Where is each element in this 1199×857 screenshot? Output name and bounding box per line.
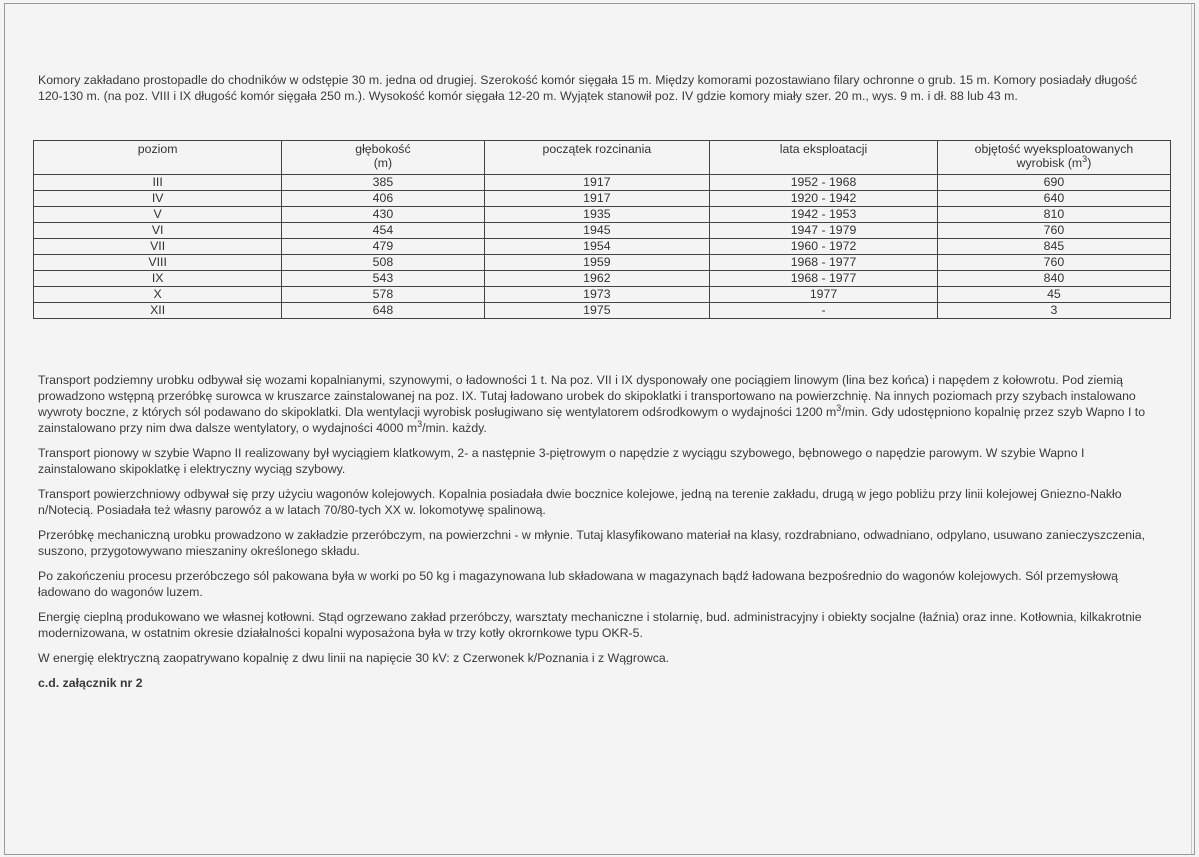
cell-volume: 640 — [937, 191, 1170, 207]
p1-sup-1: 3 — [836, 402, 842, 413]
cell-years: 1977 — [710, 287, 938, 303]
cell-years: 1968 - 1977 — [710, 271, 938, 287]
table-row — [34, 175, 1171, 191]
cell-volume: 690 — [937, 175, 1170, 191]
cell-depth: 648 — [282, 303, 484, 319]
cell-depth: 385 — [282, 175, 484, 191]
cell-level: X — [34, 287, 282, 303]
table-row — [34, 287, 1171, 303]
cell-start: 1962 — [484, 271, 710, 287]
cell-years: 1942 - 1953 — [710, 207, 938, 223]
header-level: poziom — [34, 141, 282, 175]
cell-level: IV — [34, 191, 282, 207]
header-depth-line2: (m) — [373, 156, 393, 170]
cell-depth: 578 — [282, 287, 484, 303]
cell-start: 1945 — [484, 223, 710, 239]
cell-start: 1935 — [484, 207, 710, 223]
table-row — [34, 239, 1171, 255]
cell-depth: 430 — [282, 207, 484, 223]
cell-start: 1973 — [484, 287, 710, 303]
header-volume-line2: wyrobisk (m — [1016, 156, 1083, 170]
cell-volume: 840 — [937, 271, 1170, 287]
p1-sup-2: 3 — [417, 418, 423, 429]
header-depth-line1: głębokość — [355, 142, 411, 156]
mining-levels-table — [33, 140, 1171, 319]
cell-years: 1968 - 1977 — [710, 255, 938, 271]
cell-start: 1975 — [484, 303, 710, 319]
paragraph-heat-energy: Energię cieplną produkowano we własnej kotłowni. Stąd ogrzewano zakład przeróbczy, warsztaty mechaniczne i stolarnię, bud. administracyjny i obiekty socjalne (łaźnia) oraz inne. Kotłownia, kilkakrotnie modernizowana, w ostatnim okresie działalności kopalni wyposażona była w trzy kotły okrornkowe typu OKR-5. — [38, 610, 1142, 640]
intro-paragraph: Komory zakładano prostopadle do chodników w odstępie 30 m. jedna od drugiej. Szerokość komór sięgała 15 m. Między komorami pozostawiano filary ochronne o grub. 15 m. Komory posiadały długość 120-130 m. (na poz. VIII i IX długość komór sięgała 250 m.). Wysokość komór sięgała 12-20 m. Wyjątek stanowił poz. IV gdzie komory miały szer. 20 m., wys. 9 m. i dł. 88 lub 43 m. — [38, 73, 1138, 103]
cell-level: VII — [34, 239, 282, 255]
cell-depth: 508 — [282, 255, 484, 271]
p1-part-b: /min. Gdy udostępniono kopalnię przez szyb Wapno I to zainstalowano przy nim dwa dalsze wentylatory, o wydajności 4000 m — [38, 405, 1146, 435]
cell-depth: 479 — [282, 239, 484, 255]
cell-level: VI — [34, 223, 282, 239]
table-row — [34, 223, 1171, 239]
p1-part-a: Transport podziemny urobku odbywał się wozami kopalnianymi, szynowymi, o ładowności 1 t. Na poz. VII i IX dysponowały one pociągiem linowym (lina bez końca) i napędem z kołowrotu. Pod ziemią prowadzono wstępną przeróbkę surowca w kruszarce zainstalowanej na poz. IX. Tutaj ładowano urobek do skipoklatki i transportowano na powierzchnię. Na innych poziomach przy szybach instalowano wywroty boczne, z których sól podawano do skipoklatki. Dla wentylacji wyrobisk posługiwano się wentylatorem odśrodkowym o wydajności 1200 m — [38, 373, 1136, 419]
table-row — [34, 303, 1171, 319]
body-text — [38, 372, 1148, 691]
cell-start: 1917 — [484, 191, 710, 207]
cell-level: III — [34, 175, 282, 191]
table-header-row — [34, 141, 1171, 175]
cell-volume: 845 — [937, 239, 1170, 255]
cell-volume: 760 — [937, 255, 1170, 271]
table-row — [34, 271, 1171, 287]
header-depth — [282, 141, 484, 175]
cell-years: 1920 - 1942 — [710, 191, 938, 207]
header-volume — [937, 141, 1170, 175]
cell-level: XII — [34, 303, 282, 319]
cell-level: VIII — [34, 255, 282, 271]
p1-part-c: /min. każdy. — [422, 421, 487, 435]
cell-volume: 810 — [937, 207, 1170, 223]
paragraph-electric-energy: W energię elektryczną zaopatrywano kopalnię z dwu linii na napięcie 30 kV: z Czerwonek k/Poznania i z Wągrowca. — [38, 651, 670, 665]
continuation-note: c.d. załącznik nr 2 — [38, 676, 143, 690]
cell-volume: 760 — [937, 223, 1170, 239]
cell-start: 1917 — [484, 175, 710, 191]
cell-years: 1947 - 1979 — [710, 223, 938, 239]
cell-years: 1960 - 1972 — [710, 239, 938, 255]
table-row — [34, 191, 1171, 207]
cell-start: 1954 — [484, 239, 710, 255]
paragraph-processing: Przeróbkę mechaniczną urobku prowadzono w zakładzie przeróbczym, na powierzchni - w młynie. Tutaj klasyfikowano materiał na klasy, rozdrabniano, odwadniano, odpylano, usuwano zanieczyszczenia, suszono, przygotowywano mieszaniny określonego składu. — [38, 528, 1146, 558]
table-row — [34, 207, 1171, 223]
cell-volume: 3 — [937, 303, 1170, 319]
cell-volume: 45 — [937, 287, 1170, 303]
cell-start: 1959 — [484, 255, 710, 271]
header-start: początek rozcinania — [484, 141, 710, 175]
cell-years: 1952 - 1968 — [710, 175, 938, 191]
paragraph-underground-transport — [38, 372, 1148, 436]
header-volume-close: ) — [1087, 156, 1092, 170]
cell-depth: 406 — [282, 191, 484, 207]
header-years: lata eksploatacji — [710, 141, 938, 175]
header-volume-sup: 3 — [1082, 153, 1088, 164]
paragraph-vertical-transport: Transport pionowy w szybie Wapno II realizowany był wyciągiem klatkowym, 2- a następnie 3-piętrowym o napędzie z wyciągu szybowego, bębnowego o napędzie parowym. W szybie Wapno I zainstalowano skipoklatkę i elektryczny wyciąg szybowy. — [38, 446, 1085, 476]
cell-years: - — [710, 303, 938, 319]
table-row — [34, 255, 1171, 271]
cell-depth: 543 — [282, 271, 484, 287]
header-volume-line1: objętość wyeksploatowanych — [974, 142, 1134, 156]
cell-level: IX — [34, 271, 282, 287]
paragraph-surface-transport: Transport powierzchniowy odbywał się przy użyciu wagonów kolejowych. Kopalnia posiadała dwie bocznice kolejowe, jedną na terenie zakładu, drugą w jego pobliżu przy linii kolejowej Gniezno-Nakło n/Notecią. Posiadała też własny parowóz a w latach 70/80-tych XX w. lokomotywę spalinową. — [38, 487, 1122, 517]
paragraph-packing: Po zakończeniu procesu przeróbczego sól pakowana była w worki po 50 kg i magazynowana lub składowana w magazynach bądź ładowana bezpośrednio do wagonów kolejowych. Sól przemysłową ładowano do wagonów luzem. — [38, 569, 1119, 599]
cell-depth: 454 — [282, 223, 484, 239]
cell-level: V — [34, 207, 282, 223]
